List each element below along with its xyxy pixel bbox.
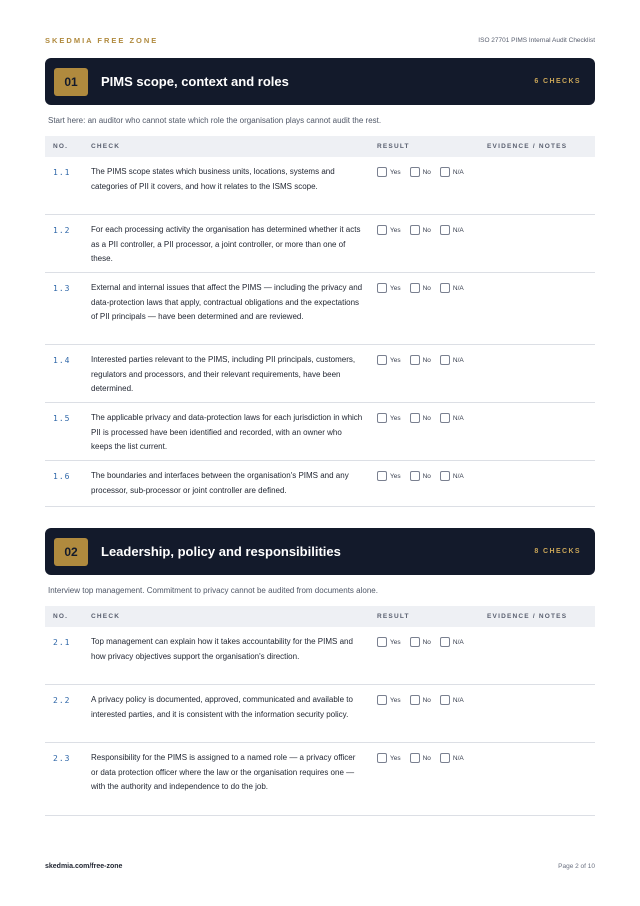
no-checkbox[interactable] xyxy=(410,355,420,365)
na-label: N/A xyxy=(452,472,464,480)
na-checkbox[interactable] xyxy=(440,167,450,177)
section-header-02 xyxy=(45,528,595,575)
section-check-count: 6 CHECKS xyxy=(534,78,581,85)
yes-checkbox[interactable] xyxy=(377,637,387,647)
no-label: No xyxy=(422,284,431,292)
check-text: Responsibility for the PIMS is assigned to a named role — a privacy officer or data protection officer where the law or the organisation requires one — with the authority and independence to do the job. xyxy=(91,753,356,791)
column-header-notes: EVIDENCE / NOTES xyxy=(487,613,568,620)
no-label: No xyxy=(422,638,431,646)
result-options xyxy=(377,471,473,481)
section-header-01 xyxy=(45,58,595,105)
no-checkbox[interactable] xyxy=(410,753,420,763)
check-text: Interested parties relevant to the PIMS, including PII principals, customers, regulators and processors, and their relevant requirements, have been determined. xyxy=(91,355,356,393)
na-label: N/A xyxy=(452,284,464,292)
yes-checkbox[interactable] xyxy=(377,753,387,763)
table-row xyxy=(45,273,595,345)
no-checkbox[interactable] xyxy=(410,471,420,481)
check-text: For each processing activity the organisation has determined whether it acts as a PII controller, a PII processor, a joint controller, or more than one of these. xyxy=(91,225,361,263)
na-checkbox[interactable] xyxy=(440,637,450,647)
check-number: 2.2 xyxy=(53,696,71,705)
table-row xyxy=(45,743,595,816)
no-label: No xyxy=(422,472,431,480)
table-row xyxy=(45,403,595,461)
yes-label: Yes xyxy=(390,472,401,480)
table-row xyxy=(45,627,595,685)
result-options xyxy=(377,695,473,705)
no-label: No xyxy=(422,356,431,364)
check-number: 1.3 xyxy=(53,284,71,293)
na-label: N/A xyxy=(452,356,464,364)
footer-url[interactable]: skedmia.com/free-zone xyxy=(45,863,123,870)
check-text: The boundaries and interfaces between the organisation's PIMS and any processor, sub-processor or joint controller are defined. xyxy=(91,471,349,495)
check-text: The applicable privacy and data-protection laws for each jurisdiction in which PII is processed have been identified and recorded, with an owner who keeps the list current. xyxy=(91,413,363,451)
check-number: 1.6 xyxy=(53,472,71,481)
result-options xyxy=(377,413,473,423)
page-number: Page 2 of 10 xyxy=(558,863,595,870)
result-options xyxy=(377,225,473,235)
result-options xyxy=(377,753,473,763)
yes-checkbox[interactable] xyxy=(377,283,387,293)
result-options xyxy=(377,637,473,647)
no-checkbox[interactable] xyxy=(410,413,420,423)
no-checkbox[interactable] xyxy=(410,695,420,705)
yes-label: Yes xyxy=(390,168,401,176)
result-options xyxy=(377,283,473,293)
column-header-no: NO. xyxy=(53,613,69,620)
no-label: No xyxy=(422,754,431,762)
na-checkbox[interactable] xyxy=(440,753,450,763)
check-text: The PIMS scope states which business units, locations, systems and categories of PII it covers, and how it relates to the ISMS scope. xyxy=(91,167,335,191)
column-header-no: NO. xyxy=(53,143,69,150)
na-label: N/A xyxy=(452,754,464,762)
document-title: ISO 27701 PIMS Internal Audit Checklist xyxy=(478,37,595,44)
no-label: No xyxy=(422,414,431,422)
na-label: N/A xyxy=(452,168,464,176)
yes-checkbox[interactable] xyxy=(377,355,387,365)
no-checkbox[interactable] xyxy=(410,637,420,647)
no-label: No xyxy=(422,696,431,704)
check-number: 1.2 xyxy=(53,226,71,235)
na-checkbox[interactable] xyxy=(440,413,450,423)
check-text: External and internal issues that affect the PIMS — including the privacy and data-protection laws that apply, contractual obligations and the expectations of PII principals — have been determined and are reviewed. xyxy=(91,283,363,321)
no-checkbox[interactable] xyxy=(410,225,420,235)
yes-label: Yes xyxy=(390,638,401,646)
check-text: Top management can explain how it takes accountability for the PIMS and how privacy objectives support the organisation's direction. xyxy=(91,637,353,661)
column-header-check: CHECK xyxy=(91,613,121,620)
table-row xyxy=(45,157,595,215)
na-checkbox[interactable] xyxy=(440,225,450,235)
column-header-check: CHECK xyxy=(91,143,121,150)
page-header xyxy=(45,36,595,45)
check-text: A privacy policy is documented, approved, communicated and available to interested parties, and it is consistent with the information security policy. xyxy=(91,695,353,719)
yes-checkbox[interactable] xyxy=(377,413,387,423)
yes-label: Yes xyxy=(390,226,401,234)
table-header xyxy=(45,136,595,157)
no-checkbox[interactable] xyxy=(410,167,420,177)
section-check-count: 8 CHECKS xyxy=(534,548,581,555)
section-title: PIMS scope, context and roles xyxy=(101,74,289,89)
yes-checkbox[interactable] xyxy=(377,167,387,177)
column-header-notes: EVIDENCE / NOTES xyxy=(487,143,568,150)
na-checkbox[interactable] xyxy=(440,695,450,705)
yes-label: Yes xyxy=(390,754,401,762)
check-number: 1.1 xyxy=(53,168,71,177)
section-number: 01 xyxy=(54,68,88,96)
check-number: 2.1 xyxy=(53,638,71,647)
check-number: 1.4 xyxy=(53,356,71,365)
column-header-result: RESULT xyxy=(377,613,410,620)
page-footer xyxy=(45,863,595,870)
yes-label: Yes xyxy=(390,356,401,364)
no-label: No xyxy=(422,168,431,176)
na-checkbox[interactable] xyxy=(440,355,450,365)
table-header xyxy=(45,606,595,627)
yes-label: Yes xyxy=(390,414,401,422)
section-intro: Start here: an auditor who cannot state which role the organisation plays cannot audit the rest. xyxy=(48,116,382,125)
check-number: 1.5 xyxy=(53,414,71,423)
yes-label: Yes xyxy=(390,284,401,292)
na-label: N/A xyxy=(452,226,464,234)
table-row xyxy=(45,345,595,403)
section-number: 02 xyxy=(54,538,88,566)
na-label: N/A xyxy=(452,414,464,422)
section-title: Leadership, policy and responsibilities xyxy=(101,544,341,559)
yes-checkbox[interactable] xyxy=(377,695,387,705)
column-header-result: RESULT xyxy=(377,143,410,150)
yes-checkbox[interactable] xyxy=(377,225,387,235)
yes-label: Yes xyxy=(390,696,401,704)
na-label: N/A xyxy=(452,638,464,646)
no-label: No xyxy=(422,226,431,234)
na-checkbox[interactable] xyxy=(440,283,450,293)
table-row xyxy=(45,461,595,507)
section-intro: Interview top management. Commitment to privacy cannot be audited from documents alone. xyxy=(48,586,378,595)
na-label: N/A xyxy=(452,696,464,704)
yes-checkbox[interactable] xyxy=(377,471,387,481)
table-row xyxy=(45,685,595,743)
brand-label: SKEDMIA FREE ZONE xyxy=(45,36,159,45)
table-row xyxy=(45,215,595,273)
no-checkbox[interactable] xyxy=(410,283,420,293)
check-number: 2.3 xyxy=(53,754,71,763)
result-options xyxy=(377,167,473,177)
result-options xyxy=(377,355,473,365)
na-checkbox[interactable] xyxy=(440,471,450,481)
